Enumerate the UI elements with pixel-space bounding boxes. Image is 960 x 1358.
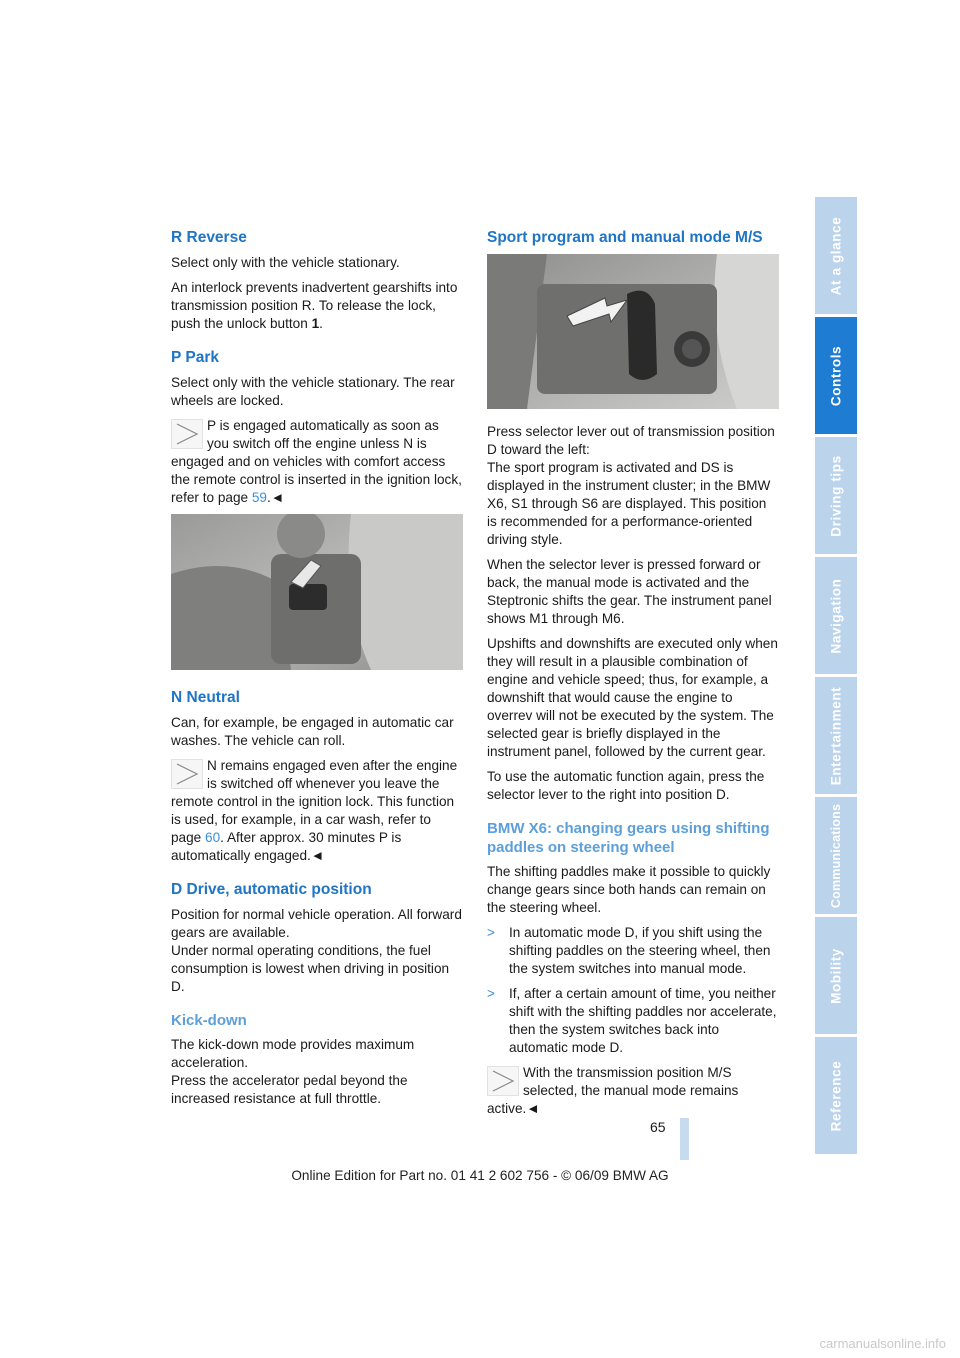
- heading-sport: Sport program and manual mode M/S: [487, 229, 763, 246]
- note-icon: [487, 1066, 519, 1096]
- section-tabs: [815, 197, 857, 1157]
- page-number: 65: [650, 1119, 666, 1135]
- page-link-59[interactable]: 59: [251, 490, 267, 505]
- left-column: [171, 228, 463, 1115]
- ignition-lock-photo: [171, 514, 463, 670]
- footer-edition: Online Edition for Part no. 01 41 2 602 756 - © 06/09 BMW AG: [291, 1168, 669, 1183]
- list-item: > In automatic mode D, if you shift using the shifting paddles on the steering wheel, then the system switches into manual mode.: [487, 925, 771, 976]
- list-item: > If, after a certain amount of time, you neither shift with the shifting paddles nor accelerate, then the system switches back into automatic mode D.: [487, 986, 777, 1055]
- neutral-p1: Can, for example, be engaged in automatic car washes. The vehicle can roll.: [171, 715, 454, 748]
- bullet-marker: >: [487, 986, 495, 1001]
- tab-navigation[interactable]: Navigation: [815, 557, 857, 674]
- heading-kickdown: Kick-down: [171, 1012, 247, 1029]
- heading-neutral: N Neutral: [171, 689, 240, 706]
- drive-p1: Position for normal vehicle operation. All forward gears are available. Under normal operating conditions, the fuel consumption is lowest when driving in position D.: [171, 907, 462, 994]
- neutral-note: N remains engaged even after the engine is switched off whenever you leave the remote control in the ignition lock. This function is used, for example, in a car wash, refer to page 60. After approx. 30 minutes P is automatically engaged.◄: [171, 758, 458, 863]
- watermark: carmanualsonline.info: [819, 1336, 946, 1351]
- tab-controls[interactable]: Controls: [815, 317, 857, 434]
- note-icon: [171, 419, 203, 449]
- bullet-marker: >: [487, 925, 495, 940]
- tab-driving-tips[interactable]: Driving tips: [815, 437, 857, 554]
- reverse-p2: An interlock prevents inadvertent gearshifts into transmission position R. To release the lock, push the unlock button 1.: [171, 280, 458, 331]
- page-link-60[interactable]: 60: [205, 830, 221, 845]
- note-icon: [171, 759, 203, 789]
- kickdown-p1: The kick-down mode provides maximum acceleration. Press the accelerator pedal beyond the increased resistance at full throttle.: [171, 1037, 415, 1106]
- tab-communications[interactable]: Communications: [815, 797, 857, 914]
- page-marker-bar: [680, 1118, 689, 1160]
- paddles-bullet-list: [487, 924, 779, 1057]
- paddles-note: With the transmission position M/S selected, the manual mode remains active.◄: [487, 1065, 739, 1116]
- tab-entertainment[interactable]: Entertainment: [815, 677, 857, 794]
- sport-p3: Upshifts and downshifts are executed only when they will result in a plausible combination of engine and vehicle speed; thus, for example, a downshift that would cause the engine to overrev will not be executed by the system. The selected gear is briefly displayed in the instrument panel, followed by the current gear.: [487, 636, 778, 759]
- heading-paddles: BMW X6: changing gears using shifting paddles on steering wheel: [487, 820, 770, 856]
- heading-reverse: R Reverse: [171, 229, 247, 246]
- tab-at-a-glance[interactable]: At a glance: [815, 197, 857, 314]
- right-column: [487, 228, 779, 1125]
- sport-p4: To use the automatic function again, press the selector lever to the right into position D.: [487, 769, 765, 802]
- tab-mobility[interactable]: Mobility: [815, 917, 857, 1034]
- heading-park: P Park: [171, 349, 219, 366]
- reverse-p1: Select only with the vehicle stationary.: [171, 255, 400, 270]
- tab-reference[interactable]: Reference: [815, 1037, 857, 1154]
- park-p1: Select only with the vehicle stationary. The rear wheels are locked.: [171, 375, 455, 408]
- sport-p2: When the selector lever is pressed forward or back, the manual mode is activated and the Steptronic shifts the gear. The instrument panel shows M1 through M6.: [487, 557, 772, 626]
- park-note: P is engaged automatically as soon as you switch off the engine unless N is engaged and on vehicles with comfort access the remote control is inserted in the ignition lock, refer to page 59.◄: [171, 418, 462, 505]
- heading-drive: D Drive, automatic position: [171, 881, 372, 898]
- paddles-p1: The shifting paddles make it possible to quickly change gears since both hands can remain on the steering wheel.: [487, 864, 771, 915]
- sport-p1: Press selector lever out of transmission position D toward the left: The sport program is activated and DS is displayed in the instrument cluster; in the BMW X6, S1 through S6 are displayed. This position is recommended for a performance-oriented driving style.: [487, 424, 775, 547]
- selector-lever-photo: [487, 254, 779, 409]
